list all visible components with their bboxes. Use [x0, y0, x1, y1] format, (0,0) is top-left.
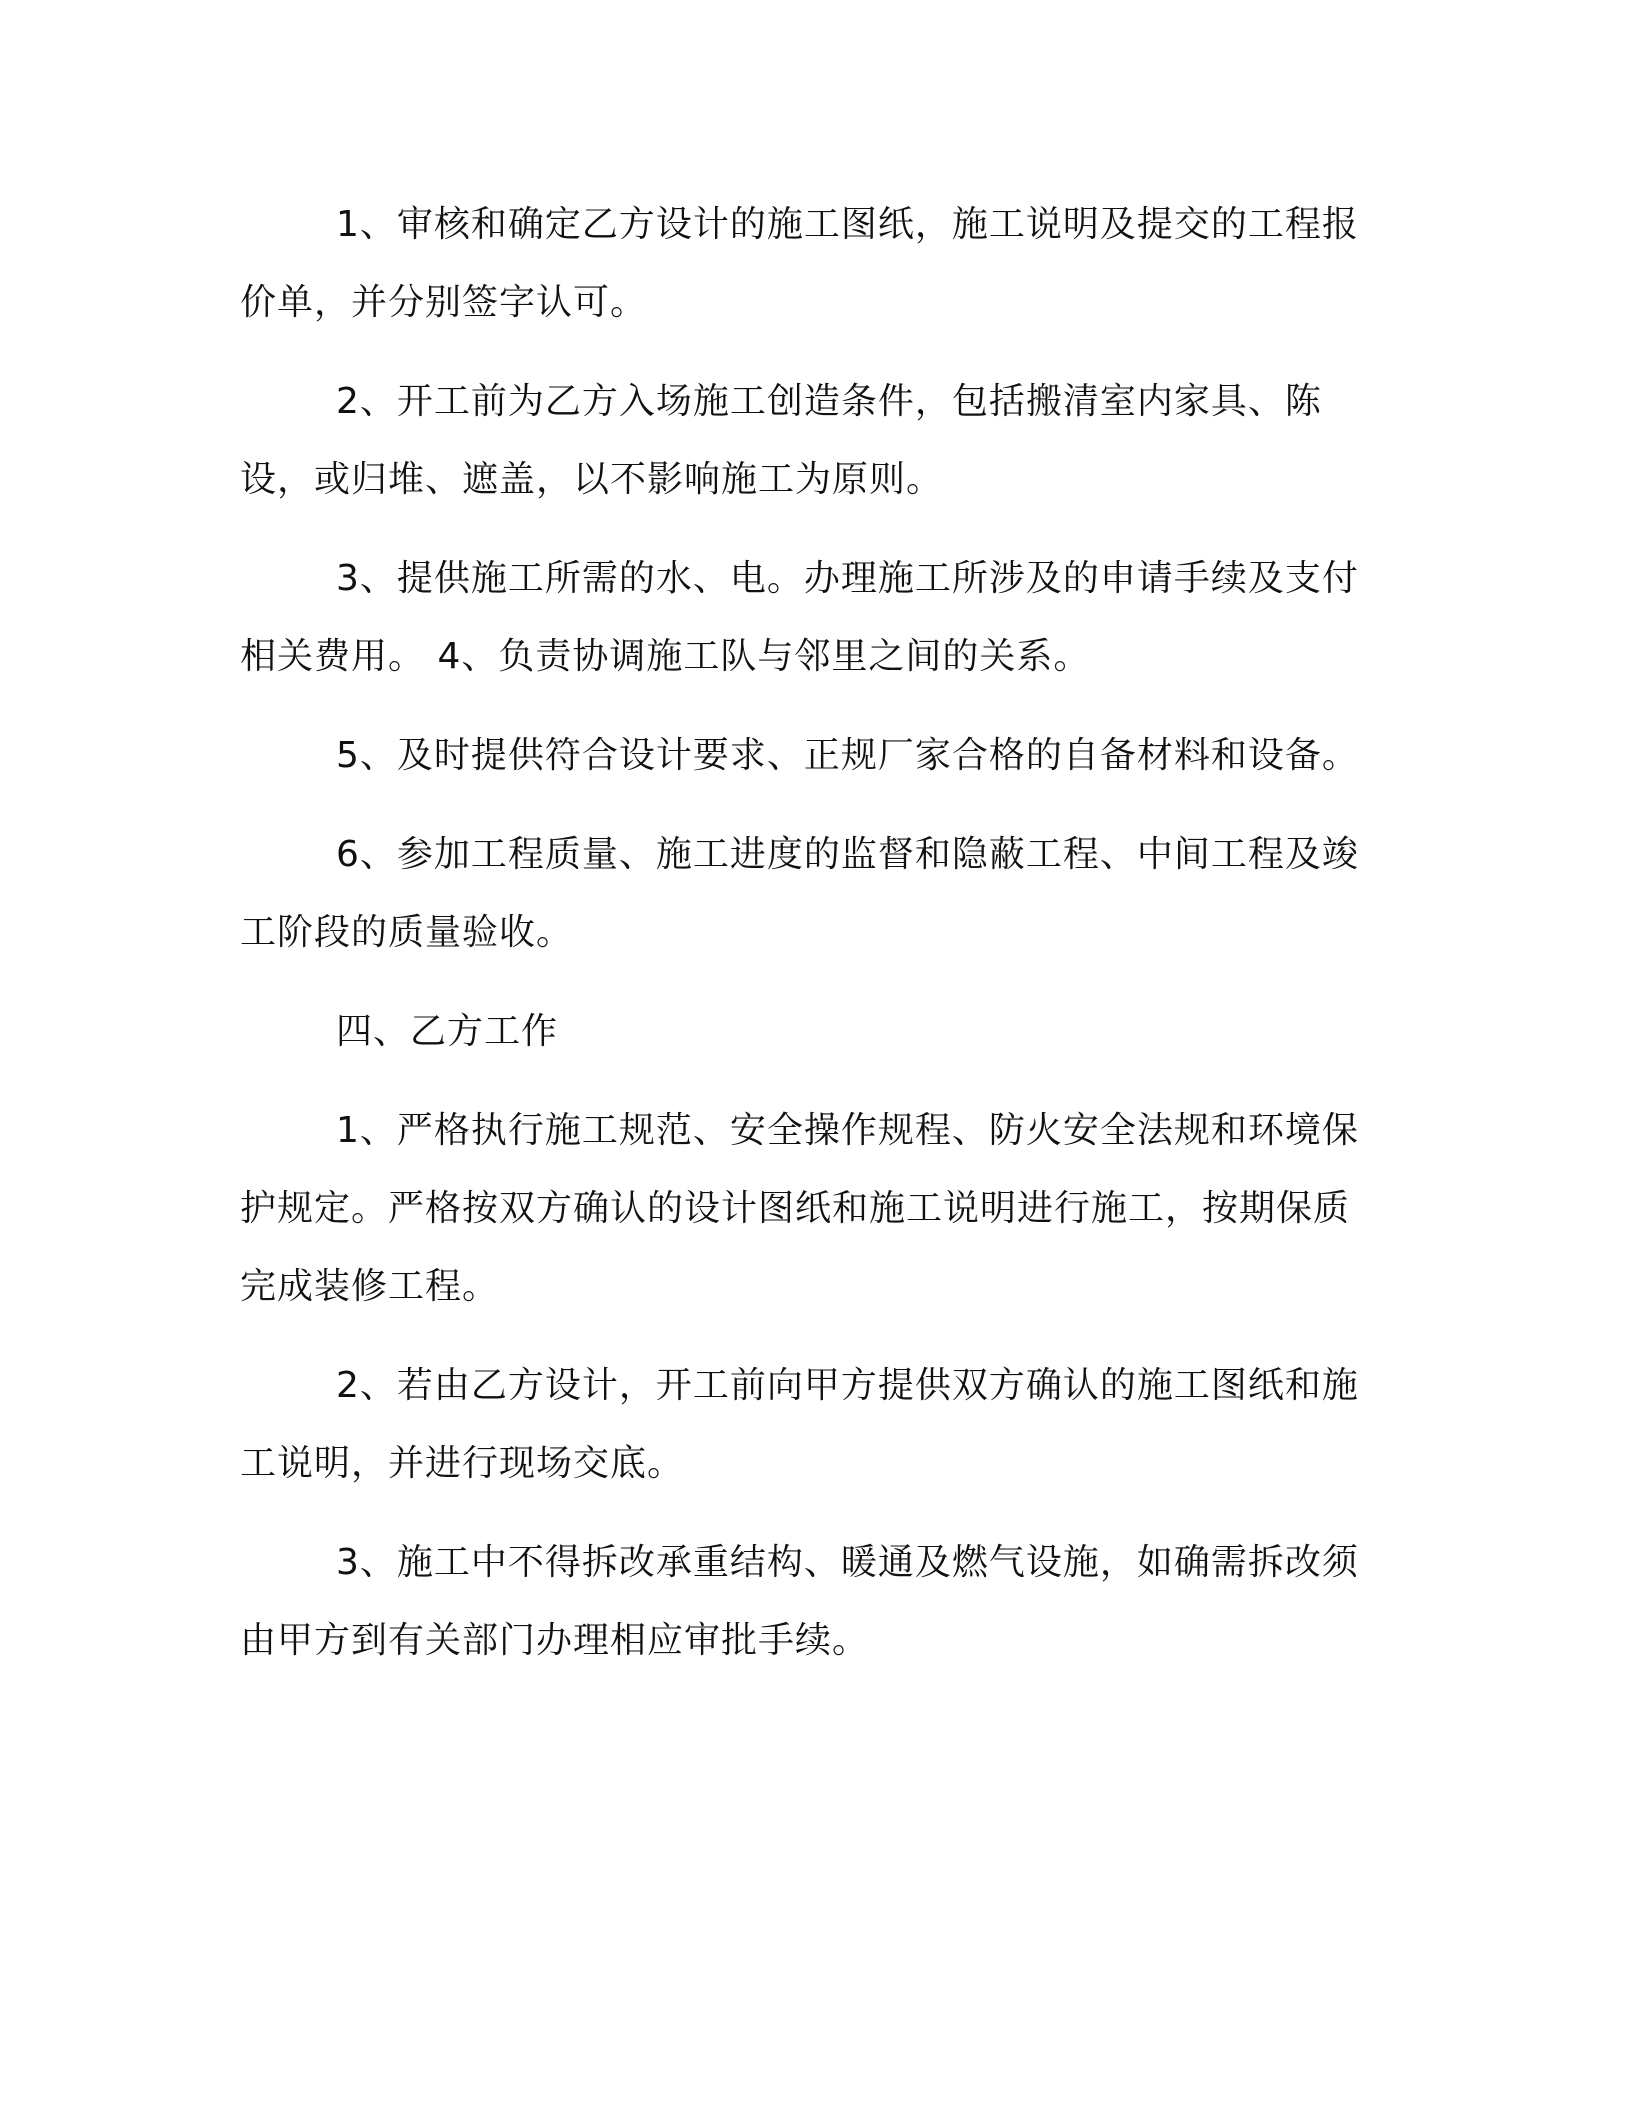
paragraph-party-a-item-6: 6、参加工程质量、施工进度的监督和隐蔽工程、中间工程及竣工阶段的质量验收。: [240, 834, 1359, 953]
paragraph-party-a-item-1: 1、审核和确定乙方设计的施工图纸，施工说明及提交的工程报价单，并分别签字认可。: [240, 204, 1359, 323]
paragraph-party-a-item-3-4: 3、提供施工所需的水、电。办理施工所涉及的申请手续及支付相关费用。 4、负责协调施工队与邻里之间的关系。: [240, 558, 1359, 677]
paragraph-party-b-item-1: 1、严格执行施工规范、安全操作规程、防火安全法规和环境保护规定。严格按双方确认的设计图纸和施工说明进行施工，按期保质完成装修工程。: [240, 1110, 1359, 1307]
section-heading-party-b-work: 四、乙方工作: [336, 1011, 559, 1052]
paragraph-party-a-item-5: 5、及时提供符合设计要求、正规厂家合格的自备材料和设备。: [336, 735, 1359, 776]
document-body: [240, 186, 1380, 1701]
paragraph-party-a-item-2: 2、开工前为乙方入场施工创造条件，包括搬清室内家具、陈设，或归堆、遮盖，以不影响施工为原则。: [240, 381, 1322, 500]
paragraph-party-b-item-3: 3、施工中不得拆改承重结构、暖通及燃气设施，如确需拆改须由甲方到有关部门办理相应审批手续。: [240, 1542, 1359, 1661]
paragraph-party-b-item-2: 2、若由乙方设计，开工前向甲方提供双方确认的施工图纸和施工说明，并进行现场交底。: [240, 1365, 1359, 1484]
